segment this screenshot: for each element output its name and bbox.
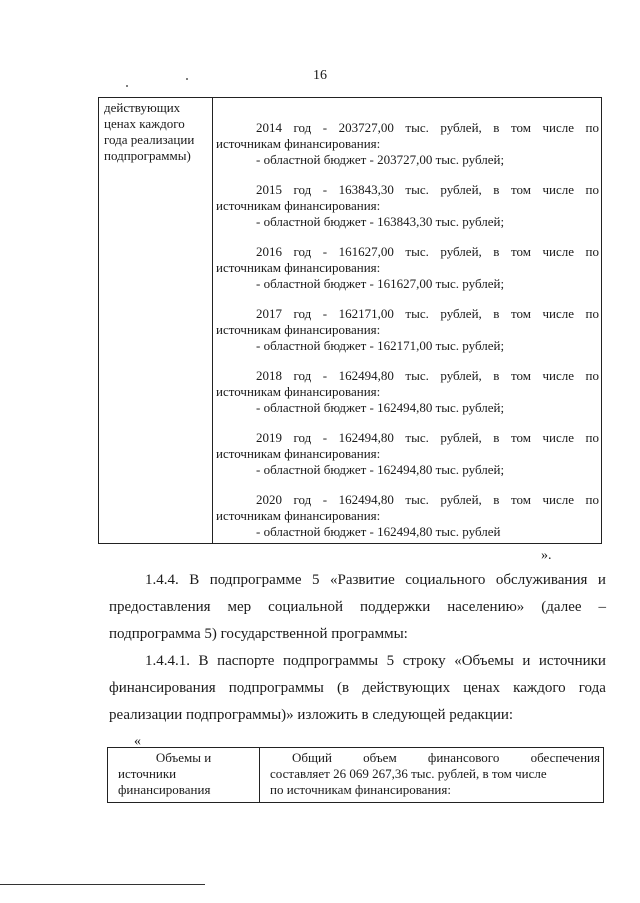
word: тыс. bbox=[405, 306, 429, 321]
regional-budget-line: - областной бюджет - 163843,30 тыс. рублей; bbox=[256, 214, 505, 229]
word: по bbox=[585, 430, 599, 445]
word: в bbox=[493, 430, 500, 445]
word: год bbox=[293, 182, 312, 197]
sources-line: источникам финансирования: bbox=[216, 136, 381, 151]
word: рублей, bbox=[440, 430, 482, 445]
word: 203727,00 bbox=[338, 120, 394, 135]
word: год bbox=[293, 306, 312, 321]
word: 5 bbox=[311, 572, 320, 588]
word: 2016 bbox=[256, 244, 282, 259]
word: социальной bbox=[268, 599, 344, 615]
word: том bbox=[510, 368, 531, 383]
justified-line bbox=[270, 750, 600, 766]
year-entry bbox=[216, 368, 599, 416]
word: том bbox=[510, 492, 531, 507]
word: В bbox=[189, 572, 200, 588]
word: - bbox=[322, 368, 328, 383]
word: в bbox=[493, 120, 500, 135]
word: рублей, bbox=[440, 306, 482, 321]
word: источники bbox=[538, 653, 606, 669]
paragraph-1-4-4-1 bbox=[109, 648, 606, 729]
left-cell-line: ценах каждого bbox=[104, 116, 185, 131]
table-left-cell bbox=[108, 750, 259, 798]
word: предоставления bbox=[109, 599, 211, 615]
word: рублей, bbox=[440, 492, 482, 507]
regional-budget-line: - областной бюджет - 162171,00 тыс. рублей; bbox=[256, 338, 505, 353]
year-amount-line bbox=[216, 492, 599, 508]
paragraph-line: подпрограмма 5) государственной программы: bbox=[109, 626, 408, 642]
opening-quote: « bbox=[134, 734, 141, 749]
sources-line: источникам финансирования: bbox=[216, 384, 381, 399]
word: (в bbox=[337, 680, 350, 696]
word: населению» bbox=[447, 599, 525, 615]
year-entry bbox=[216, 120, 599, 168]
word: объем bbox=[363, 750, 397, 765]
word: и bbox=[597, 572, 606, 588]
right-cell-line: по источникам финансирования: bbox=[270, 782, 451, 797]
year-amount-line bbox=[216, 430, 599, 446]
word: «Развитие bbox=[329, 572, 395, 588]
regional-budget-line: - областной бюджет - 161627,00 тыс. рублей; bbox=[256, 276, 505, 291]
word: по bbox=[585, 182, 599, 197]
left-cell-line: подпрограммы) bbox=[104, 148, 191, 163]
left-cell-line: действующих bbox=[104, 100, 181, 115]
year-amount-line bbox=[216, 120, 599, 136]
word: числе bbox=[542, 368, 574, 383]
word: в bbox=[493, 306, 500, 321]
word: год bbox=[293, 244, 312, 259]
paragraph-1-4-4 bbox=[109, 567, 606, 648]
word: числе bbox=[542, 430, 574, 445]
year-amount-line bbox=[216, 182, 599, 198]
word: 162494,80 bbox=[338, 492, 394, 507]
word: в bbox=[493, 368, 500, 383]
word: по bbox=[585, 492, 599, 507]
word: рублей, bbox=[440, 182, 482, 197]
word: - bbox=[322, 120, 328, 135]
word: том bbox=[510, 244, 531, 259]
scan-speck bbox=[126, 85, 128, 87]
word: подпрограммы bbox=[283, 653, 379, 669]
word: 161627,00 bbox=[338, 244, 394, 259]
word: рублей, bbox=[440, 120, 482, 135]
word: год bbox=[293, 368, 312, 383]
justified-line bbox=[109, 567, 606, 594]
word: (далее bbox=[541, 599, 582, 615]
word: Общий bbox=[292, 750, 332, 765]
paragraph-line: реализации подпрограммы)» изложить в следующей редакции: bbox=[109, 707, 514, 723]
word: 2017 bbox=[256, 306, 282, 321]
scan-speck bbox=[186, 78, 188, 80]
word: обслуживания bbox=[495, 572, 588, 588]
word: - bbox=[322, 182, 328, 197]
word: - bbox=[322, 244, 328, 259]
year-entry bbox=[216, 244, 599, 292]
word: по bbox=[585, 244, 599, 259]
word: том bbox=[510, 430, 531, 445]
sources-line: источникам финансирования: bbox=[216, 198, 381, 213]
word: – bbox=[598, 599, 606, 615]
word: - bbox=[322, 430, 328, 445]
word: числе bbox=[542, 306, 574, 321]
word: том bbox=[510, 182, 531, 197]
word: в bbox=[493, 244, 500, 259]
word: 1.4.4. bbox=[145, 572, 179, 588]
word: числе bbox=[542, 492, 574, 507]
financing-table bbox=[98, 97, 602, 544]
left-cell-line: года реализации bbox=[104, 132, 195, 147]
word: мер bbox=[227, 599, 252, 615]
word: рублей, bbox=[440, 244, 482, 259]
word: подпрограммы bbox=[228, 680, 324, 696]
footnote-rule bbox=[0, 884, 205, 885]
volumes-table bbox=[107, 747, 604, 803]
year-amount-line bbox=[216, 244, 599, 260]
word: в bbox=[493, 492, 500, 507]
word: 2018 bbox=[256, 368, 282, 383]
justified-line bbox=[109, 675, 606, 702]
word: финансового bbox=[427, 750, 500, 765]
regional-budget-line: - областной бюджет - 162494,80 тыс. рублей bbox=[256, 524, 501, 539]
word: тыс. bbox=[405, 182, 429, 197]
word: по bbox=[585, 306, 599, 321]
word: - bbox=[322, 492, 328, 507]
regional-budget-line: - областной бюджет - 162494,80 тыс. рублей; bbox=[256, 400, 505, 415]
word: года bbox=[578, 680, 606, 696]
closing-quote: ». bbox=[541, 548, 552, 563]
word: обеспечения bbox=[530, 750, 600, 765]
regional-budget-line: - областной бюджет - 162494,80 тыс. рублей; bbox=[256, 462, 505, 477]
word: и bbox=[522, 653, 531, 669]
word: по bbox=[585, 120, 599, 135]
word: 2019 bbox=[256, 430, 282, 445]
word: рублей, bbox=[440, 368, 482, 383]
word: ценах bbox=[463, 680, 501, 696]
sources-line: источникам финансирования: bbox=[216, 508, 381, 523]
word: 2015 bbox=[256, 182, 282, 197]
year-amount-line bbox=[216, 306, 599, 322]
right-cell-line: составляет 26 069 267,36 тыс. рублей, в том числе bbox=[270, 766, 547, 781]
word: тыс. bbox=[405, 120, 429, 135]
year-entry bbox=[216, 182, 599, 230]
table-column-divider bbox=[259, 748, 260, 802]
table-right-cell bbox=[270, 750, 600, 798]
word: В bbox=[198, 653, 209, 669]
justified-line bbox=[109, 648, 606, 675]
sources-line: источникам финансирования: bbox=[216, 446, 381, 461]
word: социального bbox=[405, 572, 486, 588]
justified-line bbox=[109, 594, 606, 621]
word: 162494,80 bbox=[338, 430, 394, 445]
word: 162171,00 bbox=[338, 306, 394, 321]
left-cell-line: финансирования bbox=[118, 782, 211, 797]
word: том bbox=[510, 306, 531, 321]
word: числе bbox=[542, 120, 574, 135]
word: тыс. bbox=[405, 368, 429, 383]
word: паспорте bbox=[217, 653, 275, 669]
word: «Объемы bbox=[454, 653, 514, 669]
word: строку bbox=[402, 653, 446, 669]
word: 5 bbox=[386, 653, 395, 669]
word: год bbox=[293, 120, 312, 135]
word: 2014 bbox=[256, 120, 282, 135]
word: подпрограмме bbox=[209, 572, 302, 588]
word: 163843,30 bbox=[338, 182, 394, 197]
word: по bbox=[585, 368, 599, 383]
word: тыс. bbox=[405, 244, 429, 259]
page-number: 16 bbox=[313, 68, 327, 83]
word: том bbox=[510, 120, 531, 135]
regional-budget-line: - областной бюджет - 203727,00 тыс. рублей; bbox=[256, 152, 505, 167]
word: - bbox=[322, 306, 328, 321]
word: числе bbox=[542, 244, 574, 259]
word: финансирования bbox=[109, 680, 216, 696]
word: год bbox=[293, 492, 312, 507]
word: каждого bbox=[513, 680, 566, 696]
left-cell-line: Объемы и bbox=[155, 750, 212, 765]
year-entry bbox=[216, 492, 599, 540]
word: год bbox=[293, 430, 312, 445]
table-column-divider bbox=[212, 98, 213, 543]
year-entry bbox=[216, 430, 599, 478]
table-left-cell bbox=[104, 100, 212, 164]
left-cell-line: источники bbox=[118, 766, 177, 781]
word: в bbox=[493, 182, 500, 197]
word: поддержки bbox=[360, 599, 431, 615]
year-entry bbox=[216, 306, 599, 354]
sources-line: источникам финансирования: bbox=[216, 260, 381, 275]
word: действующих bbox=[362, 680, 451, 696]
word: тыс. bbox=[405, 430, 429, 445]
word: 1.4.4.1. bbox=[145, 653, 190, 669]
word: числе bbox=[542, 182, 574, 197]
word: 162494,80 bbox=[338, 368, 394, 383]
word: тыс. bbox=[405, 492, 429, 507]
word: 2020 bbox=[256, 492, 282, 507]
sources-line: источникам финансирования: bbox=[216, 322, 381, 337]
year-amount-line bbox=[216, 368, 599, 384]
